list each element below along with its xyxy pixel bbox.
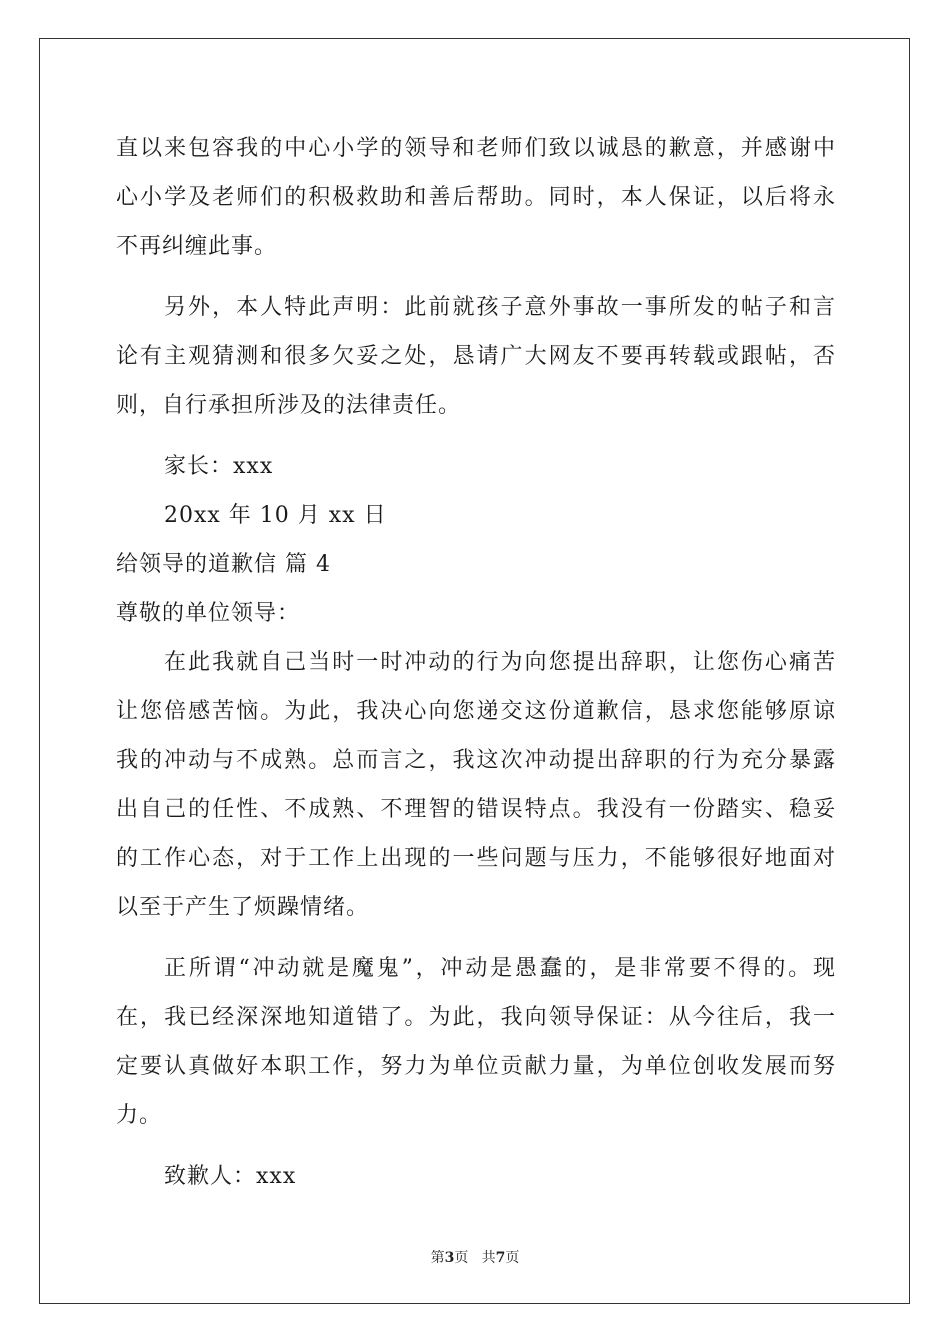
footer-page-suffix: 页 <box>454 1250 469 1266</box>
document-body <box>116 124 836 1201</box>
paragraph-line: 正所谓“冲动就是魔鬼”，冲动是愚蠢的，是非常要不得的。现 <box>164 956 836 981</box>
paragraph-line: 定要认真做好本职工作，努力为单位贡献力量，为单位创收发展而努 <box>116 1054 836 1079</box>
footer-total-prefix: 共 <box>481 1250 496 1266</box>
paragraph-line: 论有主观猜测和很多欠妥之处，恳请广大网友不要再转载或跟帖，否 <box>116 344 836 369</box>
date-line: 20xx 年 10 月 xx 日 <box>164 503 387 528</box>
paragraph-line: 让您倍感苦恼。为此，我决心向您递交这份道歉信，恳求您能够原谅 <box>116 699 836 724</box>
paragraph-line: 的工作心态，对于工作上出现的一些问题与压力，不能够很好地面对 <box>116 846 836 871</box>
signature-parent: 家长：xxx <box>164 454 274 479</box>
section-title: 给领导的道歉信 篇 4 <box>116 552 331 577</box>
paragraph-line: 力。 <box>116 1103 163 1128</box>
page-footer <box>0 1247 950 1267</box>
footer-total-suffix: 页 <box>505 1250 520 1266</box>
paragraph-line: 直以来包容我的中心小学的领导和老师们致以诚恳的歉意，并感谢中 <box>116 136 836 161</box>
salutation: 尊敬的单位领导： <box>116 601 301 626</box>
paragraph-line: 不再纠缠此事。 <box>116 234 278 259</box>
paragraph-line: 另外，本人特此声明：此前就孩子意外事故一事所发的帖子和言 <box>164 295 836 320</box>
page-number: 3 <box>444 1250 455 1266</box>
paragraph-line: 在此我就自己当时一时冲动的行为向您提出辞职，让您伤心痛苦 <box>164 650 836 675</box>
total-pages: 7 <box>495 1250 506 1266</box>
paragraph-line: 在，我已经深深地知道错了。为此，我向领导保证：从今往后，我一 <box>116 1005 836 1030</box>
paragraph-line: 以至于产生了烦躁情绪。 <box>116 895 370 920</box>
footer-prefix: 第 <box>430 1250 445 1266</box>
paragraph-line: 我的冲动与不成熟。总而言之，我这次冲动提出辞职的行为充分暴露 <box>116 748 836 773</box>
paragraph-line: 则，自行承担所涉及的法律责任。 <box>116 393 462 418</box>
paragraph-line: 心小学及老师们的积极救助和善后帮助。同时，本人保证，以后将永 <box>116 185 836 210</box>
signature-apologizer: 致歉人：xxx <box>164 1164 297 1189</box>
paragraph-line: 出自己的任性、不成熟、不理智的错误特点。我没有一份踏实、稳妥 <box>116 797 836 822</box>
